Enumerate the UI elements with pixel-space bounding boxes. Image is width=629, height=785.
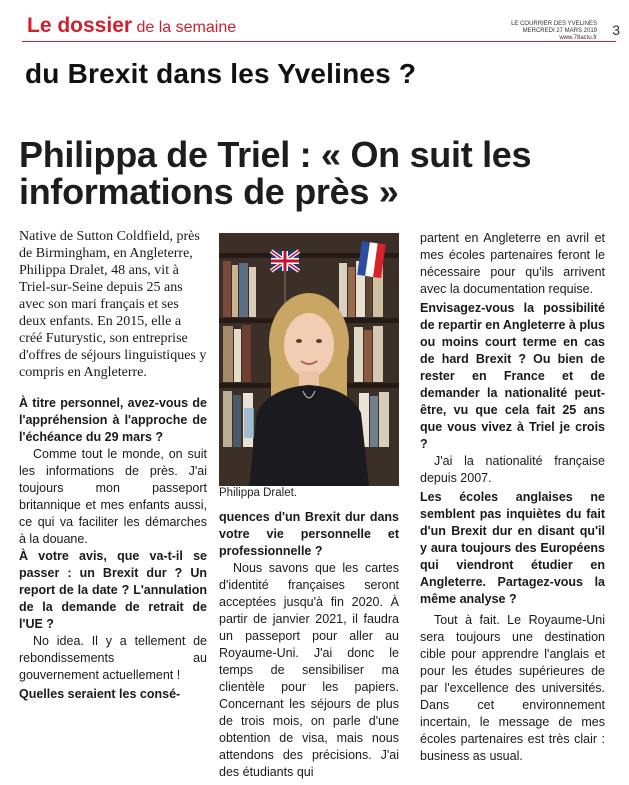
article-title: Philippa de Triel : « On suit les informations de près » (19, 134, 532, 212)
section-subtitle: de la semaine (132, 19, 237, 36)
answer-5: Tout à fait. Le Royaume-Uni sera toujours une destination cible pour apprendre l'anglais et pour les études supérieures de par l'excellence des universités. Dans cet environnement incertain, le message de mes écoles partenaires est très clair : business as usual. (420, 613, 605, 763)
page-number: 3 (612, 22, 620, 38)
portrait-photo (219, 233, 399, 486)
question-2: À votre avis, que va-t-il se passer : un Brexit dur ? Un report de la date ? L'annulation de la demande de retrait de l'UE ? (19, 549, 207, 631)
question-1: À titre personnel, avez-vous de l'appréhension à l'approche de l'échéance du 29 mars ? (19, 396, 207, 444)
question-4: Envisagez-vous la possibilité de repartir en Angleterre à plus ou moins court terme en cas de hard Brexit ? Ou bien de rester en France et de demander la nationalité peut-être, vu que cela fait 25 ans que vous vivez à Triel je crois ? (420, 301, 606, 451)
portrait-illustration (219, 233, 399, 486)
publication-site: www.78actu.fr (559, 35, 597, 41)
column-3 (420, 230, 605, 765)
answer-3: Nous savons que les cartes d'identité françaises seront acceptées jusqu'à fin 2020. À partir de janvier 2021, il faudra un passeport pour aller au Royaume-Uni. J'ai donc le temps de sensibiliser ma clientèle pour les papiers. Concernant les séjours de plus de trois mois, on parle d'une obtention de visa, mais nous attendons des précisions. J'ai des étudiants qui (219, 561, 399, 779)
header-rule (22, 41, 616, 42)
question-3-start: Quelles seraient les consé- (19, 687, 181, 701)
answer-1: Comme tout le monde, on suit les informations de près. J'ai toujours mon passeport britannique et mes enfants aussi, ce qui va faciliter les démarches à la douane. (19, 447, 207, 546)
publication-info (511, 21, 597, 42)
column-1 (19, 228, 207, 703)
section-title: Le dossier (27, 14, 133, 37)
article-lead: Native de Sutton Coldfield, près de Birmingham, en Angleterre, Philippa Dralet, 48 ans, vit à Triel-sur-Seine depuis 25 ans avec son mari français et ses deux enfants. En 2015, elle a créé Futurystic, son entreprise d'offres de séjours linguistiques y compris en Angleterre. (19, 229, 207, 380)
page-header (0, 0, 629, 46)
question-3-end: quences d'un Brexit dur dans votre vie personnelle et professionnelle ? (219, 510, 399, 558)
kicker-headline: du Brexit dans les Yvelines ? (25, 58, 417, 89)
question-5: Les écoles anglaises ne semblent pas inquiètes du fait d'un Brexit dur en disant qu'il y aura toujours des Européens qui viendront étudier en Angleterre. Partagez-vous la même analyse ? (420, 490, 605, 606)
answer-3-end: partent en Angleterre en avril et mes écoles partenaires feront le nécessaire pour qu'ils arrivent avec la documentation requise. (420, 231, 605, 296)
answer-2: No idea. Il y a tellement de rebondissements au gouvernement actuellement ! (19, 634, 207, 682)
answer-4: J'ai la nationalité française depuis 2007. (420, 454, 605, 485)
column-2 (219, 509, 399, 781)
publication-name: LE COURRIER DES YVELINES (511, 21, 597, 27)
publication-date: MERCREDI 27 MARS 2019 (522, 28, 597, 34)
section-rubric (27, 14, 236, 40)
photo-caption: Philippa Dralet. (219, 487, 297, 499)
